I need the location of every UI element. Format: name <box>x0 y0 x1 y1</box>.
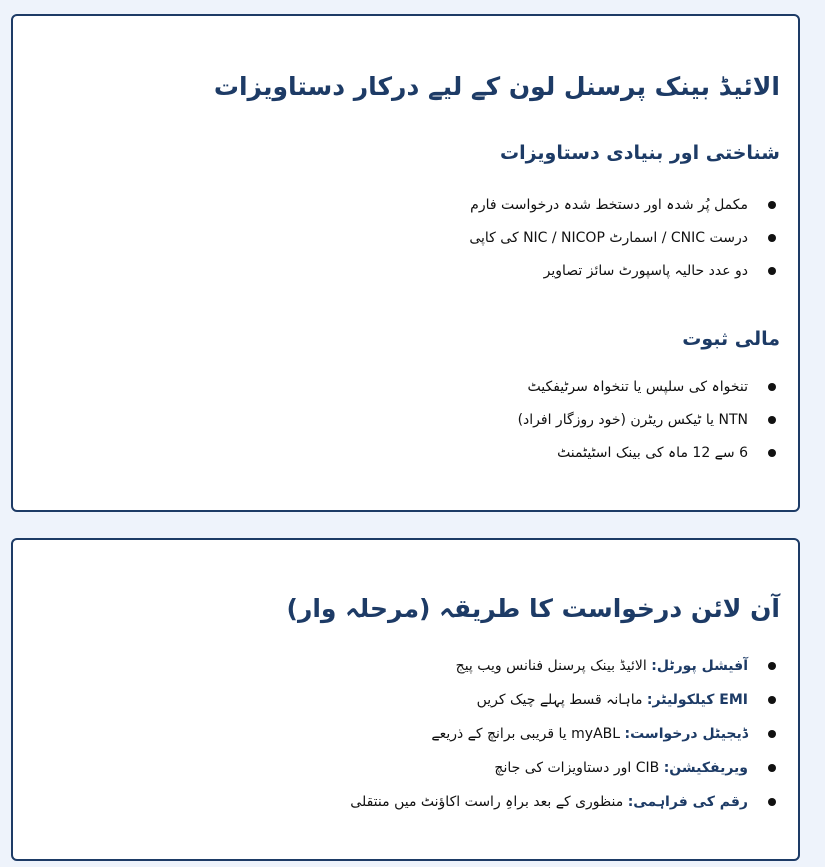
step-text: CIB اور دستاویزات کی جانچ <box>494 760 660 776</box>
step-text: ماہانہ قسط پہلے چیک کریں <box>476 692 643 708</box>
step-label: ویریفکیشن: <box>663 760 748 776</box>
step-label: رقم کی فراہمی: <box>627 794 748 810</box>
identity-section-heading: شناختی اور بنیادی دستاویزات <box>500 142 780 164</box>
application-process-card <box>11 538 800 861</box>
documents-card <box>11 14 800 512</box>
step-label: آفیشل پورٹل: <box>651 658 748 674</box>
list-item: تنخواہ کی سلپس یا تنخواہ سرٹیفکیٹ <box>518 371 780 404</box>
list-item: درست CNIC / اسمارٹ NIC / NICOP کی کاپی <box>469 222 780 255</box>
step-text: منظوری کے بعد براہِ راست اکاؤنٹ میں منتقلی <box>350 794 624 810</box>
financial-section-heading: مالی ثبوت <box>682 328 780 350</box>
list-item <box>350 683 780 717</box>
process-steps-list <box>350 649 780 819</box>
list-item <box>350 649 780 683</box>
list-item <box>350 785 780 819</box>
identity-list <box>469 189 780 288</box>
list-item <box>350 751 780 785</box>
list-item: NTN یا ٹیکس ریٹرن (خود روزگار افراد) <box>518 404 780 437</box>
list-item <box>350 717 780 751</box>
list-item: دو عدد حالیہ پاسپورٹ سائز تصاویر <box>469 255 780 288</box>
financial-list <box>518 371 780 470</box>
list-item: 6 سے 12 ماہ کی بینک اسٹیٹمنٹ <box>518 437 780 470</box>
step-text: myABL یا قریبی برانچ کے ذریعے <box>431 726 621 742</box>
list-item: مکمل پُر شدہ اور دستخط شدہ درخواست فارم <box>469 189 780 222</box>
step-label: EMI کیلکولیٹر: <box>646 692 748 708</box>
step-text: الائیڈ بینک پرسنل فنانس ویب پیج <box>455 658 647 674</box>
documents-card-title: الائیڈ بینک پرسنل لون کے لیے درکار دستاویزات <box>213 72 780 101</box>
step-label: ڈیجیٹل درخواست: <box>624 726 748 742</box>
process-card-title: آن لائن درخواست کا طریقہ (مرحلہ وار) <box>286 594 780 623</box>
